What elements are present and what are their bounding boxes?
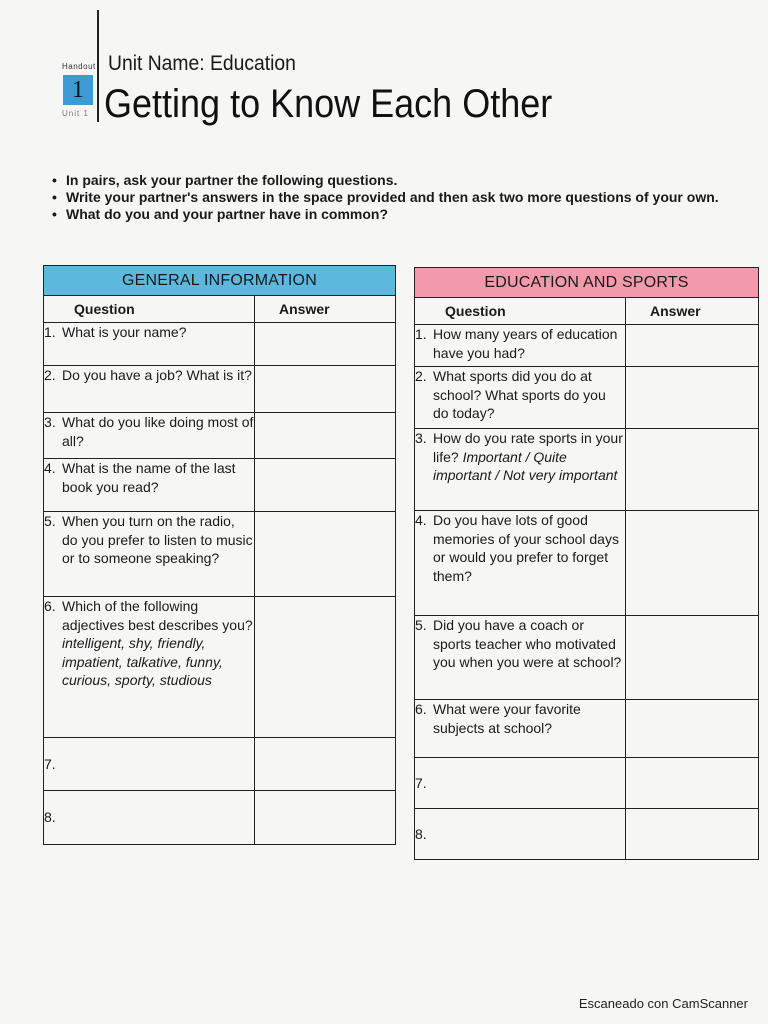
question-cell — [44, 791, 255, 845]
table-row — [44, 512, 396, 597]
answer-cell[interactable] — [626, 809, 759, 860]
education-sports-table — [414, 267, 759, 860]
table-row — [44, 323, 396, 366]
table-row — [415, 511, 759, 616]
question-number: 1. — [44, 324, 56, 340]
answer-cell[interactable] — [626, 700, 759, 758]
question-number: 5. — [44, 513, 56, 529]
general-information-table — [43, 265, 396, 845]
answer-cell[interactable] — [255, 738, 396, 791]
unit-name: Unit Name: Education — [108, 52, 296, 75]
answer-cell[interactable] — [626, 429, 759, 511]
answer-cell[interactable] — [255, 366, 396, 413]
answer-cell[interactable] — [255, 323, 396, 366]
question-text: Do you have a job? What is it? — [62, 367, 252, 383]
table-row — [44, 597, 396, 738]
instruction-item: • In pairs, ask your partner the following questions. — [52, 172, 732, 189]
answer-cell[interactable] — [626, 511, 759, 616]
table-row — [415, 809, 759, 860]
question-text: What sports did you do at school? What sports do you do today? — [433, 368, 606, 421]
table-row — [44, 413, 396, 459]
table-row — [415, 429, 759, 511]
table-row — [44, 366, 396, 413]
question-cell — [415, 511, 626, 616]
answer-cell[interactable] — [255, 512, 396, 597]
question-cell — [44, 413, 255, 459]
question-cell — [415, 809, 626, 860]
question-number: 4. — [44, 460, 56, 476]
table-row — [415, 758, 759, 809]
table-row — [415, 325, 759, 367]
handout-badge — [60, 62, 96, 122]
education-sports-heading: EDUCATION AND SPORTS — [415, 268, 759, 298]
answer-cell[interactable] — [626, 616, 759, 700]
instruction-item: • Write your partner's answers in the space provided and then ask two more questions of your own. — [52, 189, 732, 206]
answer-cell[interactable] — [255, 597, 396, 738]
question-text: How do you rate sports in your life? — [433, 430, 623, 465]
question-cell — [415, 325, 626, 367]
instruction-item: • What do you and your partner have in common? — [52, 206, 732, 223]
question-number: 3. — [44, 414, 56, 430]
table-row — [415, 367, 759, 429]
question-text: Did you have a coach or sports teacher who motivated you when you were at school? — [433, 617, 622, 670]
question-text: When you turn on the radio, do you prefer to listen to music or to someone speaking? — [62, 513, 253, 566]
question-cell — [415, 367, 626, 429]
question-number: 1. — [415, 326, 427, 342]
question-text: What is the name of the last book you read? — [62, 460, 236, 495]
answer-cell[interactable] — [255, 791, 396, 845]
question-text: What is your name? — [62, 324, 187, 340]
question-cell — [44, 366, 255, 413]
table-row — [415, 700, 759, 758]
question-number: 6. — [415, 701, 427, 717]
answer-cell[interactable] — [255, 459, 396, 512]
question-number: 3. — [415, 430, 427, 446]
question-text: What were your favorite subjects at school? — [433, 701, 581, 736]
page-title: Getting to Know Each Other — [104, 82, 553, 126]
question-options-text: Important / Quite important / Not very important — [433, 448, 618, 483]
answer-column-header: Answer — [255, 296, 396, 323]
table-row — [44, 791, 396, 845]
general-information-heading: GENERAL INFORMATION — [44, 266, 396, 296]
unit-small-label: Unit 1 — [62, 109, 89, 118]
table-row — [415, 616, 759, 700]
question-number: 7. — [415, 774, 427, 791]
question-number: 8. — [44, 809, 56, 826]
question-cell — [44, 597, 255, 738]
question-cell — [415, 700, 626, 758]
scanner-footer: Escaneado con CamScanner — [578, 996, 748, 1011]
answer-cell[interactable] — [626, 367, 759, 429]
question-text: Which of the following adjectives best describes you? — [62, 598, 253, 633]
question-column-header: Question — [415, 298, 626, 325]
question-column-header: Question — [44, 296, 255, 323]
question-cell — [44, 512, 255, 597]
question-number: 8. — [415, 825, 427, 842]
question-text: Do you have lots of good memories of your school days or would you prefer to forget them? — [433, 512, 619, 584]
question-cell — [415, 758, 626, 809]
answer-cell[interactable] — [626, 325, 759, 367]
question-text: What do you like doing most of all? — [62, 414, 254, 449]
question-number: 7. — [44, 755, 56, 772]
question-number: 6. — [44, 598, 56, 614]
question-cell — [44, 459, 255, 512]
question-options-text: intelligent, shy, friendly, impatient, talkative, funny, curious, sporty, studious — [62, 635, 223, 688]
table-row — [44, 459, 396, 512]
question-number: 2. — [44, 367, 56, 383]
question-cell — [415, 616, 626, 700]
question-number: 2. — [415, 368, 427, 384]
question-text: How many years of education have you had? — [433, 326, 618, 361]
handout-number: 1 — [63, 75, 93, 105]
question-number: 4. — [415, 512, 427, 528]
question-cell — [415, 429, 626, 511]
table-row — [44, 738, 396, 791]
question-number: 5. — [415, 617, 427, 633]
question-cell — [44, 738, 255, 791]
answer-cell[interactable] — [255, 413, 396, 459]
header-divider-line — [97, 10, 99, 122]
answer-cell[interactable] — [626, 758, 759, 809]
answer-column-header: Answer — [626, 298, 759, 325]
handout-label: Handout — [62, 62, 96, 71]
instructions-list — [52, 172, 732, 223]
question-cell — [44, 323, 255, 366]
